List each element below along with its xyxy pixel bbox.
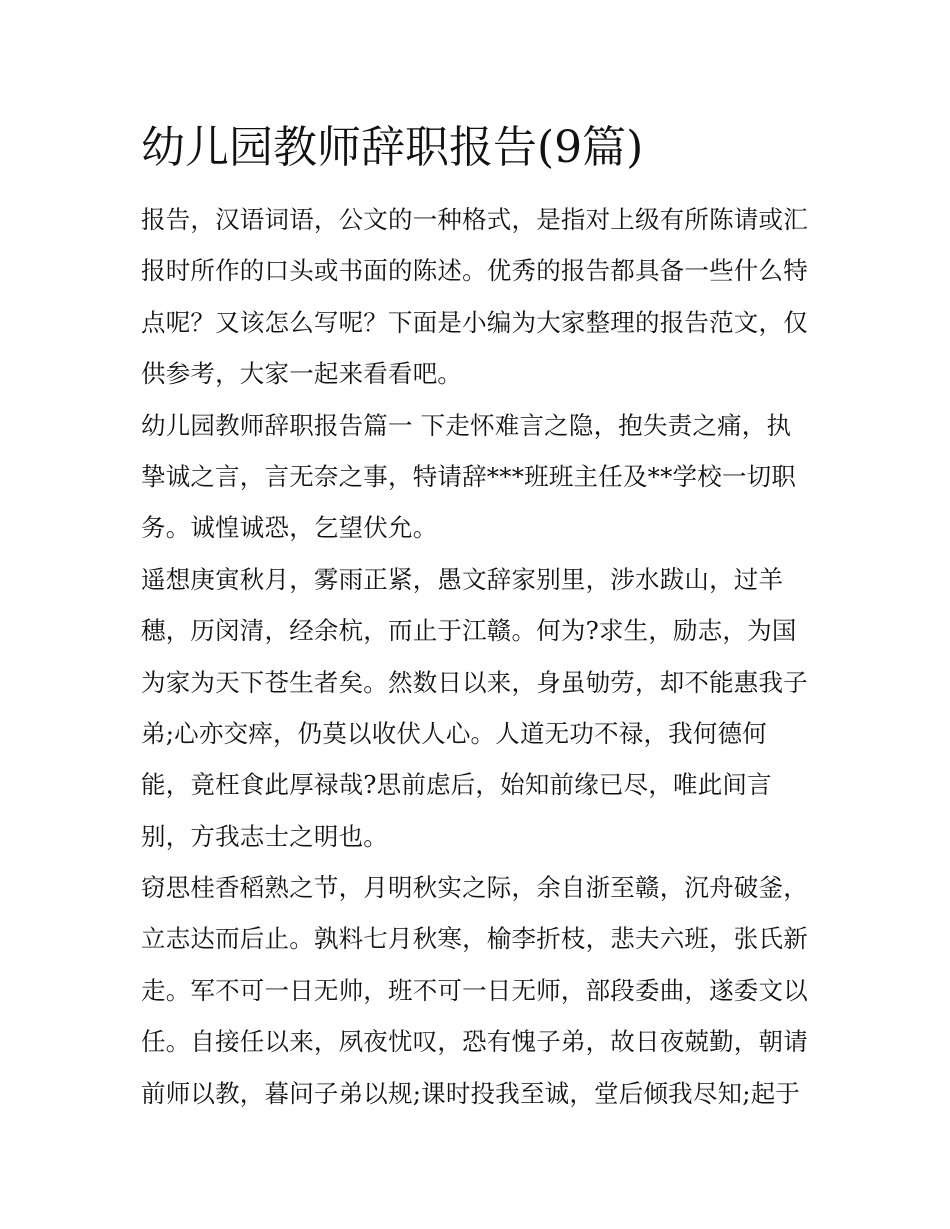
text-line: 别，方我志士之明也。 bbox=[141, 821, 388, 851]
text-line: 供参考，大家一起来看看吧。 bbox=[141, 359, 463, 389]
document-title: 幼儿园教师辞职报告(9篇) bbox=[141, 122, 644, 173]
text-line: 报告，汉语词语，公文的一种格式，是指对上级有所陈请或汇 bbox=[141, 205, 808, 234]
title-spacing bbox=[141, 180, 813, 194]
text-line: 走。军不可一日无帅，班不可一日无师，部段委曲，遂委文以 bbox=[141, 975, 808, 1005]
text-line: 任。自接任以来，夙夜忧叹，恐有愧子弟，故日夜兢勤，朝请 bbox=[141, 1027, 808, 1057]
text-line: 能，竟枉食此厚禄哉?思前虑后，始知前缘已尽，唯此间言 bbox=[141, 770, 772, 800]
text-line: 为家为天下苍生者矣。然数日以来，身虽劬劳，却不能惠我子 bbox=[141, 667, 808, 697]
text-line: 窃思桂香稻熟之节，月明秋实之际，余自浙至赣，沉舟破釜， bbox=[141, 873, 808, 903]
document-body bbox=[141, 118, 813, 1119]
text-line: 报时所作的口头或书面的陈述。优秀的报告都具备一些什么特 bbox=[141, 256, 808, 286]
text-line: 弟;心亦交瘁，仍莫以收伏人心。人道无功不禄，我何德何 bbox=[141, 718, 767, 748]
text-line: 务。诚惶诚恐，乞望伏允。 bbox=[141, 513, 438, 543]
text-line: 穗，历闵清，经余杭，而止于江赣。何为?求生，励志，为国 bbox=[141, 616, 797, 646]
text-line: 幼儿园教师辞职报告篇一 下走怀难言之隐，抱失责之痛，执 bbox=[141, 410, 792, 440]
text-line: 立志达而后止。孰料七月秋寒，榆李折枝，悲夫六班，张氏新 bbox=[141, 924, 808, 954]
text-line: 前师以教，暮问子弟以规;课时投我至诚，堂后倾我尽知;起于 bbox=[141, 1078, 801, 1108]
text-line: 点呢？又该怎么写呢？下面是小编为大家整理的报告范文，仅 bbox=[141, 307, 808, 337]
text-line: 遥想庚寅秋月，雾雨正紧，愚文辞家别里，涉水跋山，过羊 bbox=[141, 564, 784, 594]
text-line: 挚诚之言，言无奈之事，特请辞***班班主任及**学校一切职 bbox=[141, 461, 797, 491]
